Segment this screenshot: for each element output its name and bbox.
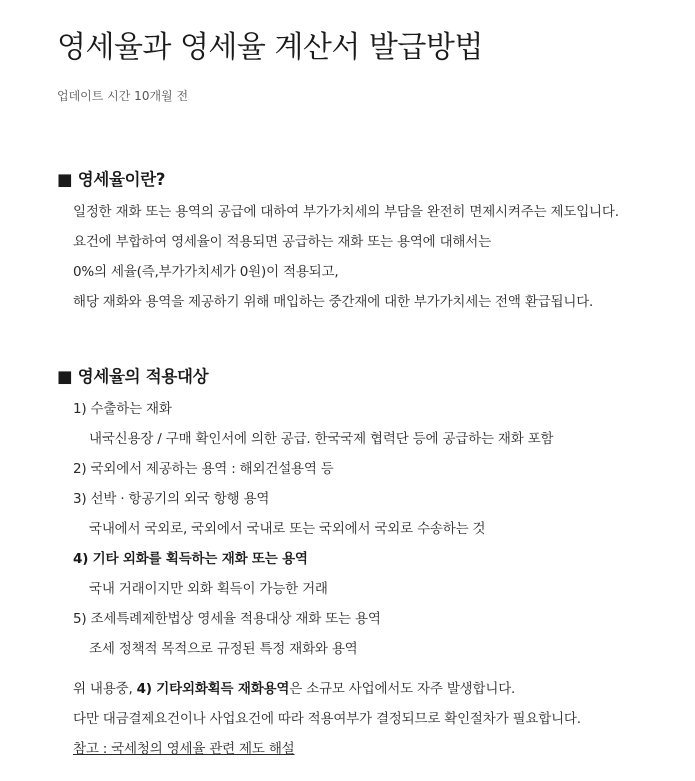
note-line-2: 다만 대금결제요건이나 사업요건에 따라 적용여부가 결정되므로 확인절차가 필요합니다. (73, 711, 581, 727)
article-title: 영세율과 영세율 계산서 발급방법 (57, 30, 483, 65)
reference-link[interactable]: 참고 : 국세청의 영세율 관련 제도 해설 (73, 741, 295, 757)
list-item-detail: 내국신용장 / 구매 확인서에 의한 공급. 한국국제 협력단 등에 공급하는 재화 포함 (89, 431, 554, 447)
list-item-detail: 국내에서 국외로, 국외에서 국내로 또는 국외에서 국외로 수송하는 것 (89, 521, 486, 537)
note-suffix: 은 소규모 사업에서도 자주 발생합니다. (289, 681, 516, 697)
list-item-title: 5) 조세특례제한법상 영세율 적용대상 재화 또는 용역 (73, 611, 381, 627)
list-item-title: 1) 수출하는 재화 (73, 401, 172, 417)
updated-time: 업데이트 시간 10개월 전 (57, 89, 189, 103)
list-item-title: 3) 선박 · 항공기의 외국 항행 용역 (73, 491, 270, 507)
note-line (73, 677, 515, 697)
list-item-title-emphasized: 4) 기타 외화를 획득하는 재화 또는 용역 (73, 551, 308, 567)
list-item-title: 2) 국외에서 제공하는 용역 : 해외건설용역 등 (73, 461, 334, 477)
paragraph-line: 요건에 부합하여 영세율이 적용되면 공급하는 재화 또는 용역에 대해서는 (73, 234, 491, 250)
paragraph-line: 0%의 세율(즉,부가가치세가 0원)이 적용되고, (73, 264, 339, 280)
paragraph-line: 해당 재화와 용역을 제공하기 위해 매입하는 중간재에 대한 부가가치세는 전액 환급됩니다. (73, 294, 594, 310)
list-item-detail: 국내 거래이지만 외화 획득이 가능한 거래 (89, 581, 328, 597)
list-item-detail: 조세 정책적 목적으로 규정된 특정 재화와 용역 (89, 641, 358, 657)
section-heading-targets: ■ 영세율의 적용대상 (57, 367, 209, 386)
note-prefix: 위 내용중, (73, 681, 137, 697)
paragraph-line: 일정한 재화 또는 용역의 공급에 대하여 부가가치세의 부담을 완전히 면제시켜주는 제도입니다. (73, 204, 619, 220)
section-heading-zero-rate: ■ 영세율이란? (57, 170, 166, 189)
note-emphasis: 4) 기타외화획득 재화용역 (136, 681, 290, 697)
